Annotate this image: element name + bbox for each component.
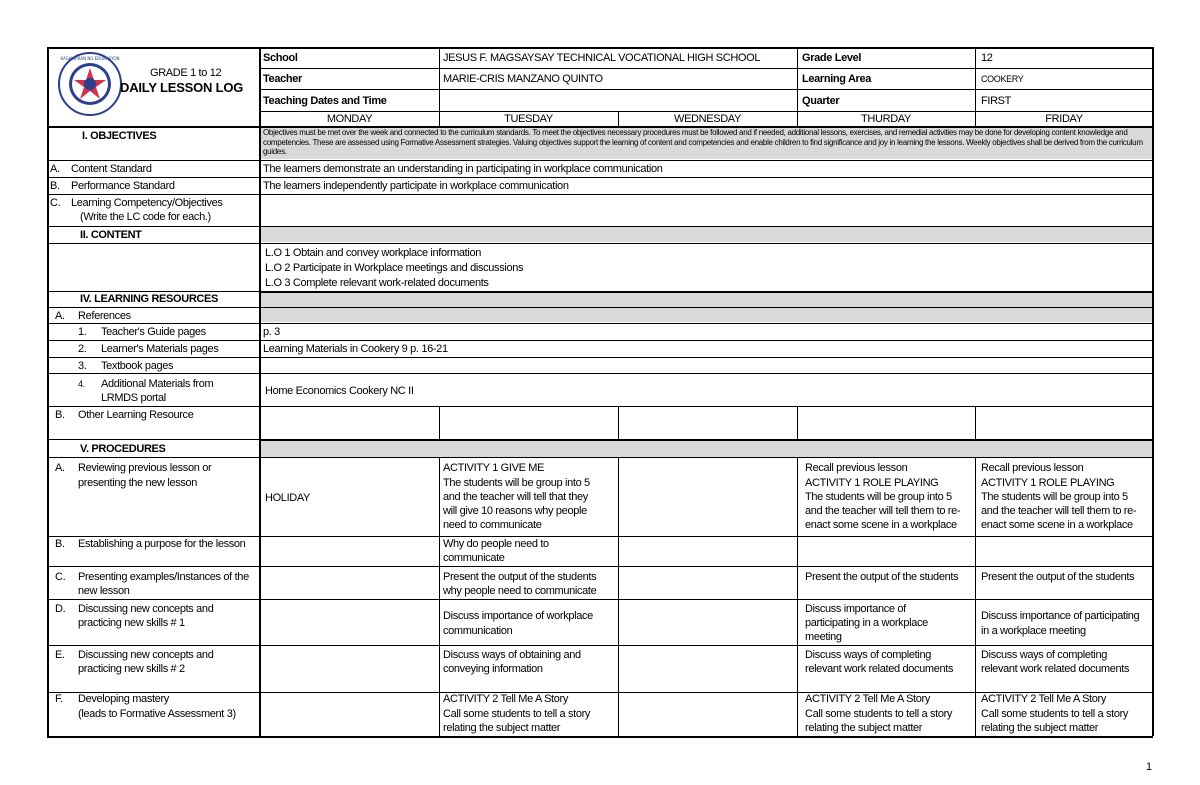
proc-f-label-1: Developing mastery [78, 693, 169, 705]
proc-e-label-1: Discussing new concepts and [78, 649, 214, 661]
resource-value-4[interactable]: Home Economics Cookery NC II [265, 385, 414, 397]
proc-f-fri-3[interactable]: relating the subject matter [981, 722, 1099, 734]
grid-line [797, 111, 798, 126]
proc-d-fri-2[interactable]: in a workplace meeting [981, 625, 1086, 637]
grid-line [47, 406, 1153, 407]
resource-label-4: Additional Materials from [101, 378, 214, 390]
teacher-value[interactable]: MARIE-CRIS MANZANO QUINTO [443, 73, 603, 85]
content-line-1[interactable]: L.O 1 Obtain and convey workplace information [265, 247, 481, 259]
competency-letter: C. [50, 197, 61, 209]
proc-d-letter: D. [55, 603, 66, 615]
grid-line [618, 406, 619, 439]
svg-text:KAGAWARAN NG EDUKASYON: KAGAWARAN NG EDUKASYON [60, 56, 120, 61]
proc-a-thu-4[interactable]: and the teacher will tell them to re- [805, 505, 961, 517]
grid-line [47, 373, 1153, 374]
proc-f-fri-1[interactable]: ACTIVITY 2 Tell Me A Story [981, 693, 1106, 705]
proc-c-tue-2[interactable]: why people need to communicate [443, 585, 597, 597]
proc-e-tue-2[interactable]: conveying information [443, 663, 543, 675]
competency-sublabel: (Write the LC code for each.) [80, 211, 211, 223]
grid-line [47, 126, 1153, 128]
resource-num-1: 1. [78, 326, 87, 338]
grid-line [439, 406, 440, 439]
resource-label-3: Textbook pages [101, 360, 174, 372]
grid-line [259, 111, 1153, 112]
proc-c-label-2: new lesson [78, 585, 130, 597]
grid-line [618, 457, 619, 736]
proc-e-fri-2[interactable]: relevant work related documents [981, 663, 1130, 675]
procedures-shade [261, 440, 1152, 457]
proc-a-fri-2[interactable]: ACTIVITY 1 ROLE PLAYING [981, 477, 1115, 489]
proc-c-thu-1[interactable]: Present the output of the students [805, 571, 959, 583]
grid-line [47, 47, 49, 736]
grid-line [259, 47, 261, 736]
school-label: School [263, 52, 298, 64]
proc-d-thu-3[interactable]: meeting [805, 631, 842, 643]
proc-e-letter: E. [55, 649, 65, 661]
proc-a-tue-1[interactable]: ACTIVITY 1 GIVE ME [443, 462, 545, 474]
proc-f-thu-3[interactable]: relating the subject matter [805, 722, 923, 734]
proc-a-thu-2[interactable]: ACTIVITY 1 ROLE PLAYING [805, 477, 939, 489]
performance-standard-label: Performance Standard [71, 180, 175, 192]
grid-line [439, 457, 440, 736]
grid-line [975, 406, 976, 439]
day-thursday: THURDAY [861, 113, 911, 125]
proc-d-tue-2[interactable]: communication [443, 625, 513, 637]
dates-label: Teaching Dates and Time [263, 95, 387, 107]
proc-e-thu-1[interactable]: Discuss ways of completing [805, 649, 932, 661]
proc-a-tue-2[interactable]: The students will be group into 5 [443, 477, 590, 489]
proc-b-label-1: Establishing a purpose for the lesson [78, 538, 246, 550]
resource-value-2[interactable]: Learning Materials in Cookery 9 p. 16-21 [263, 343, 448, 355]
grid-line [47, 566, 1153, 567]
proc-d-label-1: Discussing new concepts and [78, 603, 214, 615]
proc-f-letter: F. [55, 693, 63, 705]
grid-line [47, 645, 1153, 646]
learning-area-label: Learning Area [802, 73, 872, 85]
content-standard-value[interactable]: The learners demonstrate an understanding in participating in workplace communication [263, 163, 663, 175]
resource-label-4b: LRMDS portal [101, 392, 166, 404]
proc-a-thu-3[interactable]: The students will be group into 5 [805, 491, 952, 503]
competency-label: Learning Competency/Objectives [71, 197, 223, 209]
teacher-label: Teacher [263, 73, 302, 85]
proc-d-tue-1[interactable]: Discuss importance of workplace [443, 610, 593, 622]
grid-line [259, 68, 1153, 69]
grid-line [975, 111, 976, 126]
references-letter: A. [55, 310, 65, 322]
grid-line [47, 357, 1153, 358]
content-heading: II. CONTENT [80, 229, 142, 241]
grid-line [797, 457, 798, 736]
grid-line [47, 160, 1153, 161]
proc-b-letter: B. [55, 538, 65, 550]
grid-line [975, 457, 976, 736]
proc-f-label-2: (leads to Formative Assessment 3) [78, 708, 236, 720]
grid-line [797, 406, 798, 439]
proc-c-label-1: Presenting examples/Instances of the [78, 571, 249, 583]
proc-c-tue-1[interactable]: Present the output of the students [443, 571, 597, 583]
other-letter: B. [55, 409, 65, 421]
proc-f-tue-1[interactable]: ACTIVITY 2 Tell Me A Story [443, 693, 568, 705]
resource-value-1[interactable]: p. 3 [263, 326, 280, 338]
other-label: Other Learning Resource [78, 409, 194, 421]
proc-a-label-2: presenting the new lesson [78, 477, 198, 489]
grid-line [1152, 47, 1154, 736]
grid-line [439, 111, 440, 126]
proc-a-label-1: Reviewing previous lesson or [78, 462, 212, 474]
proc-f-tue-3[interactable]: relating the subject matter [443, 722, 561, 734]
day-monday: MONDAY [326, 113, 373, 125]
proc-e-label-2: practicing new skills # 2 [78, 663, 185, 675]
day-wednesday: WEDNESDAY [674, 113, 741, 125]
grid-line [618, 111, 619, 126]
day-friday: FRIDAY [1045, 113, 1083, 125]
grid-line [47, 536, 1153, 537]
grid-line [47, 599, 1153, 600]
proc-f-tue-2[interactable]: Call some students to tell a story [443, 708, 591, 720]
day-tuesday: TUESDAY [504, 113, 553, 125]
proc-b-tue-2[interactable]: communicate [443, 552, 505, 564]
grid-line [47, 194, 1153, 195]
learning-area-value[interactable]: COOKERY [981, 74, 1024, 84]
procedures-heading: V. PROCEDURES [80, 443, 166, 455]
resource-num-4: 4. [78, 379, 85, 389]
proc-a-fri-3[interactable]: The students will be group into 5 [981, 491, 1128, 503]
content-standard-letter: A. [50, 163, 60, 175]
grid-line [47, 307, 1153, 308]
deped-seal-icon [57, 51, 123, 117]
school-value[interactable]: JESUS F. MAGSAYSAY TECHNICAL VOCATIONAL HIGH SCHOOL [443, 52, 761, 64]
resource-label-1: Teacher's Guide pages [101, 326, 206, 338]
grid-line [259, 292, 1153, 293]
grid-line [47, 226, 1153, 227]
proc-d-label-2: practicing new skills # 1 [78, 617, 185, 629]
resource-num-2: 2. [78, 343, 87, 355]
proc-a-tue-4[interactable]: will give 10 reasons why people [443, 505, 587, 517]
grid-line [259, 440, 1153, 441]
proc-f-fri-2[interactable]: Call some students to tell a story [981, 708, 1129, 720]
proc-a-fri-1[interactable]: Recall previous lesson [981, 462, 1084, 474]
content-shade [261, 227, 1152, 242]
proc-d-thu-1[interactable]: Discuss importance of [805, 603, 906, 615]
proc-a-monday[interactable]: HOLIDAY [265, 492, 311, 504]
quarter-value[interactable]: FIRST [981, 95, 1012, 107]
grade-level-label: Grade Level [802, 52, 862, 64]
proc-d-fri-1[interactable]: Discuss importance of participating [981, 610, 1140, 622]
grid-line [47, 47, 1153, 49]
proc-d-thu-2[interactable]: participating in a workplace [805, 617, 928, 629]
objectives-heading: I. OBJECTIVES [82, 130, 157, 142]
grade-label: GRADE 1 to 12 [150, 67, 222, 79]
proc-f-thu-2[interactable]: Call some students to tell a story [805, 708, 953, 720]
grid-line [47, 457, 1153, 458]
resource-label-2: Learner's Materials pages [101, 343, 219, 355]
performance-standard-letter: B. [50, 180, 60, 192]
grid-line [47, 177, 1153, 178]
page-number: 1 [1146, 761, 1152, 773]
grade-level-value[interactable]: 12 [981, 52, 993, 64]
grid-line [47, 736, 1153, 738]
proc-e-fri-1[interactable]: Discuss ways of completing [981, 649, 1108, 661]
proc-a-tue-3[interactable]: and the teacher will tell that they [443, 491, 588, 503]
resources-heading: IV. LEARNING RESOURCES [80, 293, 218, 305]
grid-line [47, 340, 1153, 341]
proc-a-thu-1[interactable]: Recall previous lesson [805, 462, 908, 474]
proc-a-fri-4[interactable]: and the teacher will tell them to re- [981, 505, 1137, 517]
grid-line [47, 243, 1153, 244]
performance-standard-value[interactable]: The learners independently participate in workplace communication [263, 180, 569, 192]
content-line-2[interactable]: L.O 2 Participate in Workplace meetings and discussions [265, 262, 524, 274]
proc-c-letter: C. [55, 571, 66, 583]
grid-line [47, 323, 1153, 324]
content-standard-label: Content Standard [71, 163, 152, 175]
proc-b-tue-1[interactable]: Why do people need to [443, 538, 549, 550]
proc-f-thu-1[interactable]: ACTIVITY 2 Tell Me A Story [805, 693, 930, 705]
proc-e-tue-1[interactable]: Discuss ways of obtaining and [443, 649, 581, 661]
form-title: DAILY LESSON LOG [120, 80, 244, 95]
proc-a-tue-5[interactable]: need to communicate [443, 519, 542, 531]
proc-e-thu-2[interactable]: relevant work related documents [805, 663, 954, 675]
proc-a-fri-5[interactable]: enact some scene in a workplace [981, 519, 1133, 531]
objectives-note: Objectives must be met over the week and connected to the curriculum standards. To meet the objectives necessary procedures must be followed and if needed, additional lessons, exercises, and remedial activities may be done for developing content knowledge and competencies. These are assessed using Formative Assessment strategies. Valuing objectives support the learning of content and competencies and enable children to find significance and joy in learning the lessons. Weekly objectives shall be derived from the curriculum guides. [263, 128, 1143, 157]
references-label: References [78, 310, 131, 322]
grid-line [47, 692, 1153, 693]
proc-c-fri-1[interactable]: Present the output of the students [981, 571, 1135, 583]
quarter-label: Quarter [802, 95, 840, 107]
content-line-3[interactable]: L.O 3 Complete relevant work-related documents [265, 277, 489, 289]
resource-num-3: 3. [78, 360, 87, 372]
grid-line [259, 89, 1153, 90]
proc-a-thu-5[interactable]: enact some scene in a workplace [805, 519, 957, 531]
proc-a-letter: A. [55, 462, 65, 474]
